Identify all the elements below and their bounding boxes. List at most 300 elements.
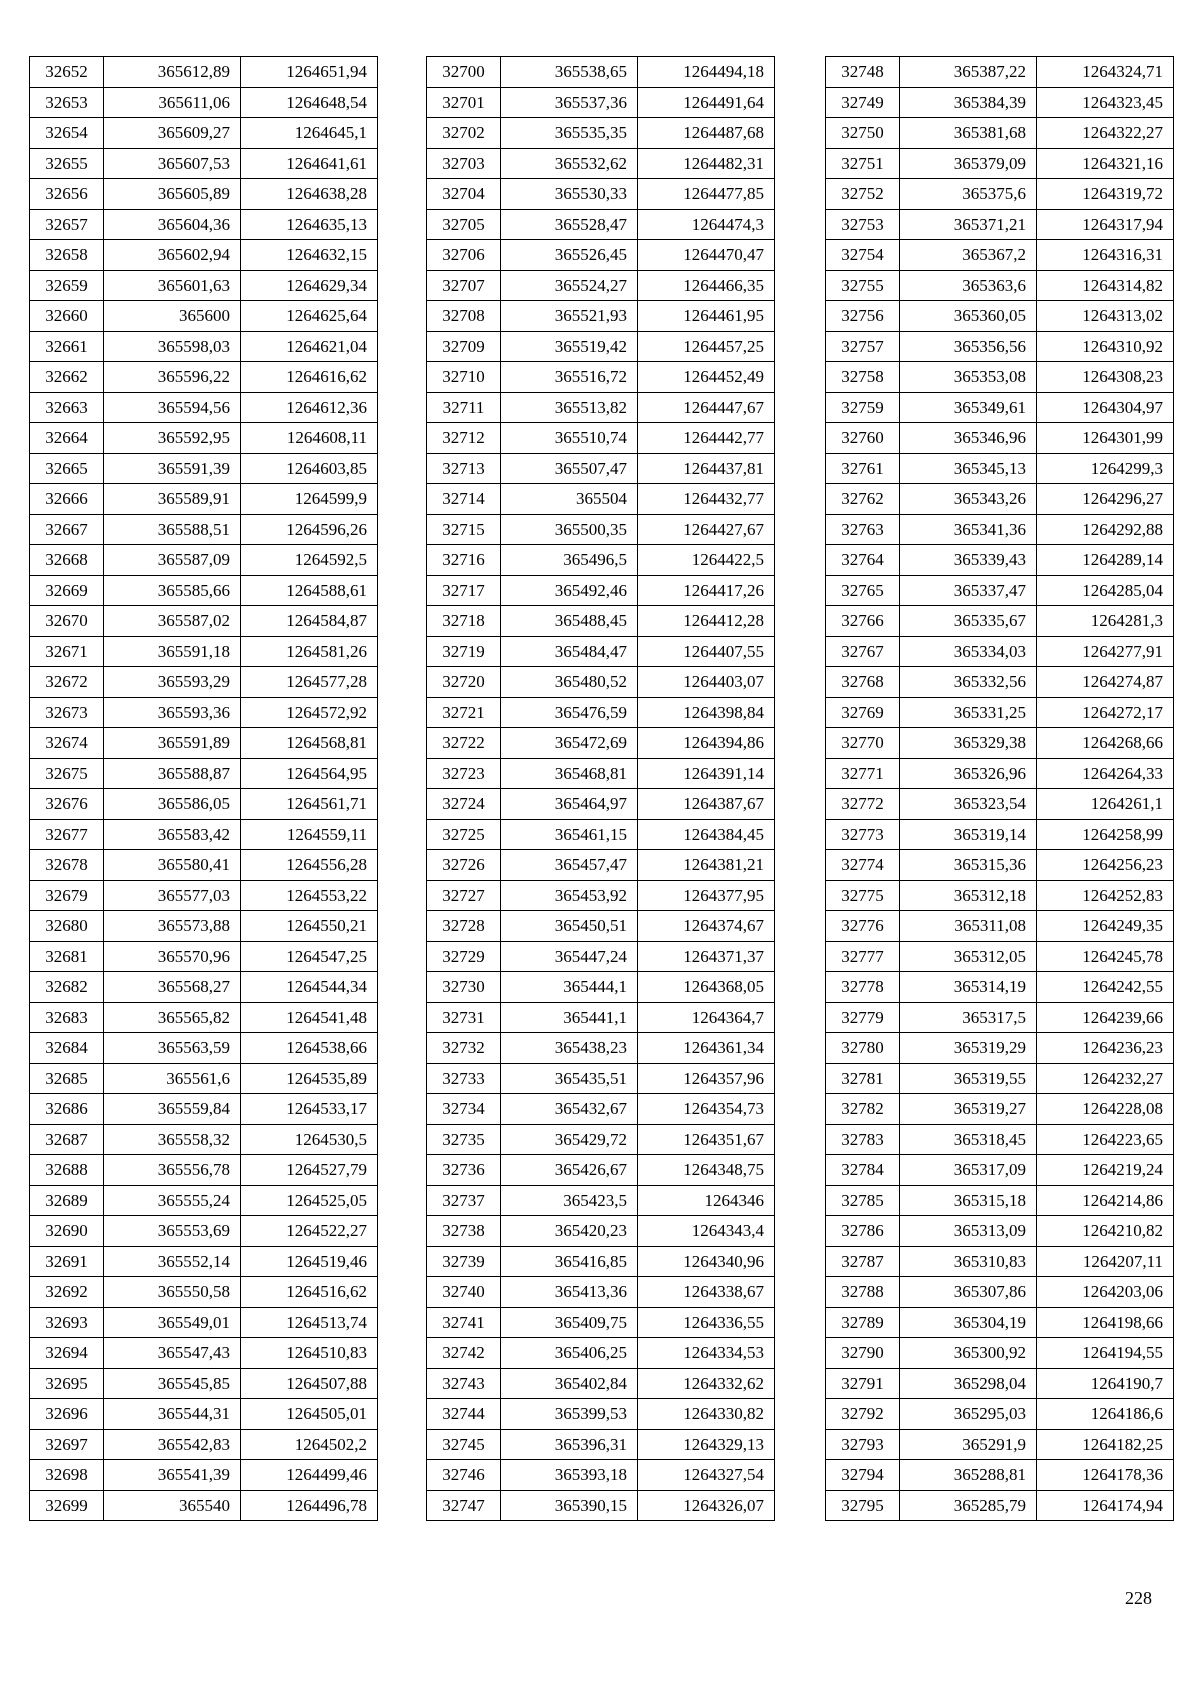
point-number-cell: 32668 — [30, 545, 104, 576]
point-number-cell: 32714 — [427, 484, 501, 515]
y-coordinate-cell: 1264496,78 — [241, 1490, 378, 1521]
table-row — [30, 1399, 378, 1430]
x-coordinate-cell: 365435,51 — [501, 1063, 638, 1094]
x-coordinate-cell: 365314,19 — [900, 972, 1037, 1003]
x-coordinate-cell: 365538,65 — [501, 57, 638, 88]
point-number-cell: 32763 — [826, 514, 900, 545]
table-row — [826, 57, 1174, 88]
x-coordinate-cell: 365315,36 — [900, 850, 1037, 881]
point-number-cell: 32707 — [427, 270, 501, 301]
table-row — [30, 1033, 378, 1064]
y-coordinate-cell: 1264174,94 — [1037, 1490, 1174, 1521]
point-number-cell: 32667 — [30, 514, 104, 545]
x-coordinate-cell: 365349,61 — [900, 392, 1037, 423]
x-coordinate-cell: 365591,18 — [104, 636, 241, 667]
y-coordinate-cell: 1264522,27 — [241, 1216, 378, 1247]
y-coordinate-cell: 1264638,28 — [241, 179, 378, 210]
table-row — [826, 575, 1174, 606]
table-row — [30, 1185, 378, 1216]
table-row — [30, 880, 378, 911]
point-number-cell: 32736 — [427, 1155, 501, 1186]
y-coordinate-cell: 1264343,4 — [638, 1216, 775, 1247]
x-coordinate-cell: 365319,14 — [900, 819, 1037, 850]
x-coordinate-cell: 365291,9 — [900, 1429, 1037, 1460]
y-coordinate-cell: 1264313,02 — [1037, 301, 1174, 332]
table-row — [427, 1338, 775, 1369]
x-coordinate-cell: 365552,14 — [104, 1246, 241, 1277]
point-number-cell: 32768 — [826, 667, 900, 698]
x-coordinate-cell: 365457,47 — [501, 850, 638, 881]
point-number-cell: 32755 — [826, 270, 900, 301]
y-coordinate-cell: 1264482,31 — [638, 148, 775, 179]
point-number-cell: 32728 — [427, 911, 501, 942]
x-coordinate-cell: 365585,66 — [104, 575, 241, 606]
y-coordinate-cell: 1264507,88 — [241, 1368, 378, 1399]
y-coordinate-cell: 1264223,65 — [1037, 1124, 1174, 1155]
point-number-cell: 32762 — [826, 484, 900, 515]
point-number-cell: 32766 — [826, 606, 900, 637]
x-coordinate-cell: 365334,03 — [900, 636, 1037, 667]
y-coordinate-cell: 1264547,25 — [241, 941, 378, 972]
y-coordinate-cell: 1264535,89 — [241, 1063, 378, 1094]
x-coordinate-cell: 365360,05 — [900, 301, 1037, 332]
x-coordinate-cell: 365387,22 — [900, 57, 1037, 88]
table-row — [30, 301, 378, 332]
point-number-cell: 32772 — [826, 789, 900, 820]
point-number-cell: 32718 — [427, 606, 501, 637]
table-row — [826, 1368, 1174, 1399]
point-number-cell: 32697 — [30, 1429, 104, 1460]
point-number-cell: 32666 — [30, 484, 104, 515]
table-row — [826, 362, 1174, 393]
table-row — [427, 270, 775, 301]
x-coordinate-cell: 365484,47 — [501, 636, 638, 667]
y-coordinate-cell: 1264398,84 — [638, 697, 775, 728]
point-number-cell: 32669 — [30, 575, 104, 606]
x-coordinate-cell: 365343,26 — [900, 484, 1037, 515]
table-row — [30, 972, 378, 1003]
y-coordinate-cell: 1264407,55 — [638, 636, 775, 667]
y-coordinate-cell: 1264316,31 — [1037, 240, 1174, 271]
coordinate-table-2 — [426, 56, 775, 1521]
x-coordinate-cell: 365319,27 — [900, 1094, 1037, 1125]
y-coordinate-cell: 1264304,97 — [1037, 392, 1174, 423]
x-coordinate-cell: 365609,27 — [104, 118, 241, 149]
point-number-cell: 32749 — [826, 87, 900, 118]
x-coordinate-cell: 365611,06 — [104, 87, 241, 118]
point-number-cell: 32791 — [826, 1368, 900, 1399]
x-coordinate-cell: 365605,89 — [104, 179, 241, 210]
point-number-cell: 32671 — [30, 636, 104, 667]
point-number-cell: 32743 — [427, 1368, 501, 1399]
x-coordinate-cell: 365587,09 — [104, 545, 241, 576]
x-coordinate-cell: 365409,75 — [501, 1307, 638, 1338]
coordinate-table-3 — [825, 56, 1174, 1521]
table-row — [826, 1155, 1174, 1186]
table-row — [826, 972, 1174, 1003]
point-number-cell: 32729 — [427, 941, 501, 972]
y-coordinate-cell: 1264361,34 — [638, 1033, 775, 1064]
table-row — [30, 545, 378, 576]
point-number-cell: 32715 — [427, 514, 501, 545]
point-number-cell: 32663 — [30, 392, 104, 423]
y-coordinate-cell: 1264645,1 — [241, 118, 378, 149]
y-coordinate-cell: 1264261,1 — [1037, 789, 1174, 820]
table-row — [427, 453, 775, 484]
y-coordinate-cell: 1264527,79 — [241, 1155, 378, 1186]
x-coordinate-cell: 365444,1 — [501, 972, 638, 1003]
y-coordinate-cell: 1264207,11 — [1037, 1246, 1174, 1277]
table-row — [826, 606, 1174, 637]
table-row — [427, 1307, 775, 1338]
point-number-cell: 32795 — [826, 1490, 900, 1521]
y-coordinate-cell: 1264403,07 — [638, 667, 775, 698]
x-coordinate-cell: 365447,24 — [501, 941, 638, 972]
table-row — [427, 545, 775, 576]
table-row — [826, 636, 1174, 667]
table-row — [427, 179, 775, 210]
x-coordinate-cell: 365550,58 — [104, 1277, 241, 1308]
x-coordinate-cell: 365510,74 — [501, 423, 638, 454]
point-number-cell: 32733 — [427, 1063, 501, 1094]
table-row — [427, 1155, 775, 1186]
y-coordinate-cell: 1264452,49 — [638, 362, 775, 393]
y-coordinate-cell: 1264387,67 — [638, 789, 775, 820]
table-row — [826, 453, 1174, 484]
x-coordinate-cell: 365393,18 — [501, 1460, 638, 1491]
point-number-cell: 32721 — [427, 697, 501, 728]
table-row — [826, 1246, 1174, 1277]
x-coordinate-cell: 365295,03 — [900, 1399, 1037, 1430]
x-coordinate-cell: 365337,47 — [900, 575, 1037, 606]
x-coordinate-cell: 365356,56 — [900, 331, 1037, 362]
table-row — [427, 941, 775, 972]
x-coordinate-cell: 365542,83 — [104, 1429, 241, 1460]
x-coordinate-cell: 365524,27 — [501, 270, 638, 301]
y-coordinate-cell: 1264292,88 — [1037, 514, 1174, 545]
table-row — [427, 575, 775, 606]
y-coordinate-cell: 1264319,72 — [1037, 179, 1174, 210]
table-row — [427, 880, 775, 911]
table-row — [30, 392, 378, 423]
point-number-cell: 32691 — [30, 1246, 104, 1277]
y-coordinate-cell: 1264317,94 — [1037, 209, 1174, 240]
y-coordinate-cell: 1264577,28 — [241, 667, 378, 698]
point-number-cell: 32723 — [427, 758, 501, 789]
table-row — [427, 1460, 775, 1491]
point-number-cell: 32710 — [427, 362, 501, 393]
table-row — [30, 1002, 378, 1033]
y-coordinate-cell: 1264256,23 — [1037, 850, 1174, 881]
table-row — [826, 301, 1174, 332]
point-number-cell: 32687 — [30, 1124, 104, 1155]
x-coordinate-cell: 365339,43 — [900, 545, 1037, 576]
table-row — [826, 1490, 1174, 1521]
y-coordinate-cell: 1264391,14 — [638, 758, 775, 789]
y-coordinate-cell: 1264432,77 — [638, 484, 775, 515]
point-number-cell: 32793 — [826, 1429, 900, 1460]
table-row — [826, 1124, 1174, 1155]
point-number-cell: 32741 — [427, 1307, 501, 1338]
point-number-cell: 32784 — [826, 1155, 900, 1186]
table-row — [30, 1094, 378, 1125]
table-row — [826, 1399, 1174, 1430]
y-coordinate-cell: 1264487,68 — [638, 118, 775, 149]
y-coordinate-cell: 1264289,14 — [1037, 545, 1174, 576]
table-row — [826, 1277, 1174, 1308]
y-coordinate-cell: 1264182,25 — [1037, 1429, 1174, 1460]
point-number-cell: 32689 — [30, 1185, 104, 1216]
point-number-cell: 32654 — [30, 118, 104, 149]
x-coordinate-cell: 365545,85 — [104, 1368, 241, 1399]
point-number-cell: 32655 — [30, 148, 104, 179]
table-row — [30, 575, 378, 606]
table-row — [30, 1216, 378, 1247]
x-coordinate-cell: 365413,36 — [501, 1277, 638, 1308]
point-number-cell: 32739 — [427, 1246, 501, 1277]
point-number-cell: 32735 — [427, 1124, 501, 1155]
table-row — [427, 758, 775, 789]
point-number-cell: 32775 — [826, 880, 900, 911]
point-number-cell: 32706 — [427, 240, 501, 271]
point-number-cell: 32657 — [30, 209, 104, 240]
table-row — [427, 362, 775, 393]
table-row — [826, 240, 1174, 271]
point-number-cell: 32792 — [826, 1399, 900, 1430]
y-coordinate-cell: 1264368,05 — [638, 972, 775, 1003]
table-row — [826, 270, 1174, 301]
point-number-cell: 32700 — [427, 57, 501, 88]
x-coordinate-cell: 365516,72 — [501, 362, 638, 393]
y-coordinate-cell: 1264394,86 — [638, 728, 775, 759]
point-number-cell: 32782 — [826, 1094, 900, 1125]
x-coordinate-cell: 365544,31 — [104, 1399, 241, 1430]
x-coordinate-cell: 365426,67 — [501, 1155, 638, 1186]
y-coordinate-cell: 1264621,04 — [241, 331, 378, 362]
x-coordinate-cell: 365602,94 — [104, 240, 241, 271]
y-coordinate-cell: 1264338,67 — [638, 1277, 775, 1308]
x-coordinate-cell: 365586,05 — [104, 789, 241, 820]
x-coordinate-cell: 365607,53 — [104, 148, 241, 179]
point-number-cell: 32794 — [826, 1460, 900, 1491]
table-row — [30, 1460, 378, 1491]
y-coordinate-cell: 1264502,2 — [241, 1429, 378, 1460]
table-row — [826, 87, 1174, 118]
point-number-cell: 32670 — [30, 606, 104, 637]
x-coordinate-cell: 365312,18 — [900, 880, 1037, 911]
table-row — [826, 1185, 1174, 1216]
y-coordinate-cell: 1264592,5 — [241, 545, 378, 576]
point-number-cell: 32696 — [30, 1399, 104, 1430]
point-number-cell: 32758 — [826, 362, 900, 393]
y-coordinate-cell: 1264584,87 — [241, 606, 378, 637]
x-coordinate-cell: 365530,33 — [501, 179, 638, 210]
point-number-cell: 32752 — [826, 179, 900, 210]
y-coordinate-cell: 1264648,54 — [241, 87, 378, 118]
y-coordinate-cell: 1264330,82 — [638, 1399, 775, 1430]
point-number-cell: 32765 — [826, 575, 900, 606]
table-row — [30, 1490, 378, 1521]
y-coordinate-cell: 1264494,18 — [638, 57, 775, 88]
y-coordinate-cell: 1264447,67 — [638, 392, 775, 423]
y-coordinate-cell: 1264242,55 — [1037, 972, 1174, 1003]
y-coordinate-cell: 1264544,34 — [241, 972, 378, 1003]
table-row — [30, 179, 378, 210]
table-row — [427, 1246, 775, 1277]
y-coordinate-cell: 1264236,23 — [1037, 1033, 1174, 1064]
point-number-cell: 32658 — [30, 240, 104, 271]
y-coordinate-cell: 1264364,7 — [638, 1002, 775, 1033]
point-number-cell: 32750 — [826, 118, 900, 149]
table-row — [427, 606, 775, 637]
point-number-cell: 32778 — [826, 972, 900, 1003]
table-row — [30, 453, 378, 484]
table-row — [427, 118, 775, 149]
table-row — [30, 850, 378, 881]
y-coordinate-cell: 1264272,17 — [1037, 697, 1174, 728]
point-number-cell: 32685 — [30, 1063, 104, 1094]
y-coordinate-cell: 1264599,9 — [241, 484, 378, 515]
point-number-cell: 32764 — [826, 545, 900, 576]
y-coordinate-cell: 1264374,67 — [638, 911, 775, 942]
table-row — [427, 331, 775, 362]
x-coordinate-cell: 365504 — [501, 484, 638, 515]
y-coordinate-cell: 1264210,82 — [1037, 1216, 1174, 1247]
table-row — [30, 331, 378, 362]
x-coordinate-cell: 365583,42 — [104, 819, 241, 850]
table-row — [30, 1277, 378, 1308]
y-coordinate-cell: 1264322,27 — [1037, 118, 1174, 149]
x-coordinate-cell: 365381,68 — [900, 118, 1037, 149]
table-row — [30, 514, 378, 545]
y-coordinate-cell: 1264635,13 — [241, 209, 378, 240]
x-coordinate-cell: 365549,01 — [104, 1307, 241, 1338]
table-row — [826, 789, 1174, 820]
y-coordinate-cell: 1264232,27 — [1037, 1063, 1174, 1094]
table-row — [427, 1094, 775, 1125]
y-coordinate-cell: 1264252,83 — [1037, 880, 1174, 911]
table-row — [30, 1368, 378, 1399]
x-coordinate-cell: 365555,24 — [104, 1185, 241, 1216]
point-number-cell: 32711 — [427, 392, 501, 423]
y-coordinate-cell: 1264581,26 — [241, 636, 378, 667]
y-coordinate-cell: 1264332,62 — [638, 1368, 775, 1399]
y-coordinate-cell: 1264608,11 — [241, 423, 378, 454]
point-number-cell: 32722 — [427, 728, 501, 759]
x-coordinate-cell: 365565,82 — [104, 1002, 241, 1033]
y-coordinate-cell: 1264588,61 — [241, 575, 378, 606]
x-coordinate-cell: 365367,2 — [900, 240, 1037, 271]
point-number-cell: 32686 — [30, 1094, 104, 1125]
x-coordinate-cell: 365464,97 — [501, 789, 638, 820]
table-row — [427, 1033, 775, 1064]
y-coordinate-cell: 1264190,7 — [1037, 1368, 1174, 1399]
y-coordinate-cell: 1264346 — [638, 1185, 775, 1216]
table-row — [30, 118, 378, 149]
point-number-cell: 32742 — [427, 1338, 501, 1369]
y-coordinate-cell: 1264603,85 — [241, 453, 378, 484]
y-coordinate-cell: 1264651,94 — [241, 57, 378, 88]
x-coordinate-cell: 365371,21 — [900, 209, 1037, 240]
point-number-cell: 32673 — [30, 697, 104, 728]
x-coordinate-cell: 365331,25 — [900, 697, 1037, 728]
x-coordinate-cell: 365580,41 — [104, 850, 241, 881]
x-coordinate-cell: 365558,32 — [104, 1124, 241, 1155]
point-number-cell: 32773 — [826, 819, 900, 850]
x-coordinate-cell: 365476,59 — [501, 697, 638, 728]
x-coordinate-cell: 365310,83 — [900, 1246, 1037, 1277]
x-coordinate-cell: 365396,31 — [501, 1429, 638, 1460]
y-coordinate-cell: 1264186,6 — [1037, 1399, 1174, 1430]
point-number-cell: 32783 — [826, 1124, 900, 1155]
point-number-cell: 32680 — [30, 911, 104, 942]
x-coordinate-cell: 365341,36 — [900, 514, 1037, 545]
point-number-cell: 32713 — [427, 453, 501, 484]
point-number-cell: 32759 — [826, 392, 900, 423]
point-number-cell: 32746 — [427, 1460, 501, 1491]
x-coordinate-cell: 365441,1 — [501, 1002, 638, 1033]
point-number-cell: 32781 — [826, 1063, 900, 1094]
x-coordinate-cell: 365307,86 — [900, 1277, 1037, 1308]
y-coordinate-cell: 1264553,22 — [241, 880, 378, 911]
x-coordinate-cell: 365298,04 — [900, 1368, 1037, 1399]
x-coordinate-cell: 365589,91 — [104, 484, 241, 515]
point-number-cell: 32656 — [30, 179, 104, 210]
point-number-cell: 32699 — [30, 1490, 104, 1521]
table-row — [30, 1155, 378, 1186]
y-coordinate-cell: 1264245,78 — [1037, 941, 1174, 972]
table-row — [427, 789, 775, 820]
point-number-cell: 32744 — [427, 1399, 501, 1430]
y-coordinate-cell: 1264470,47 — [638, 240, 775, 271]
point-number-cell: 32692 — [30, 1277, 104, 1308]
y-coordinate-cell: 1264296,27 — [1037, 484, 1174, 515]
x-coordinate-cell: 365304,19 — [900, 1307, 1037, 1338]
x-coordinate-cell: 365537,36 — [501, 87, 638, 118]
x-coordinate-cell: 365345,13 — [900, 453, 1037, 484]
y-coordinate-cell: 1264178,36 — [1037, 1460, 1174, 1491]
y-coordinate-cell: 1264203,06 — [1037, 1277, 1174, 1308]
point-number-cell: 32767 — [826, 636, 900, 667]
point-number-cell: 32786 — [826, 1216, 900, 1247]
table-row — [427, 87, 775, 118]
x-coordinate-cell: 365559,84 — [104, 1094, 241, 1125]
table-row — [826, 514, 1174, 545]
point-number-cell: 32734 — [427, 1094, 501, 1125]
point-number-cell: 32653 — [30, 87, 104, 118]
table-row — [427, 850, 775, 881]
table-row — [826, 1063, 1174, 1094]
point-number-cell: 32676 — [30, 789, 104, 820]
point-number-cell: 32679 — [30, 880, 104, 911]
table-row — [427, 1490, 775, 1521]
x-coordinate-cell: 365346,96 — [900, 423, 1037, 454]
y-coordinate-cell: 1264510,83 — [241, 1338, 378, 1369]
table-row — [427, 1216, 775, 1247]
x-coordinate-cell: 365594,56 — [104, 392, 241, 423]
y-coordinate-cell: 1264412,28 — [638, 606, 775, 637]
y-coordinate-cell: 1264505,01 — [241, 1399, 378, 1430]
x-coordinate-cell: 365319,29 — [900, 1033, 1037, 1064]
table-row — [427, 484, 775, 515]
table-row — [30, 758, 378, 789]
point-number-cell: 32682 — [30, 972, 104, 1003]
point-number-cell: 32694 — [30, 1338, 104, 1369]
y-coordinate-cell: 1264641,61 — [241, 148, 378, 179]
y-coordinate-cell: 1264422,5 — [638, 545, 775, 576]
point-number-cell: 32702 — [427, 118, 501, 149]
x-coordinate-cell: 365399,53 — [501, 1399, 638, 1430]
